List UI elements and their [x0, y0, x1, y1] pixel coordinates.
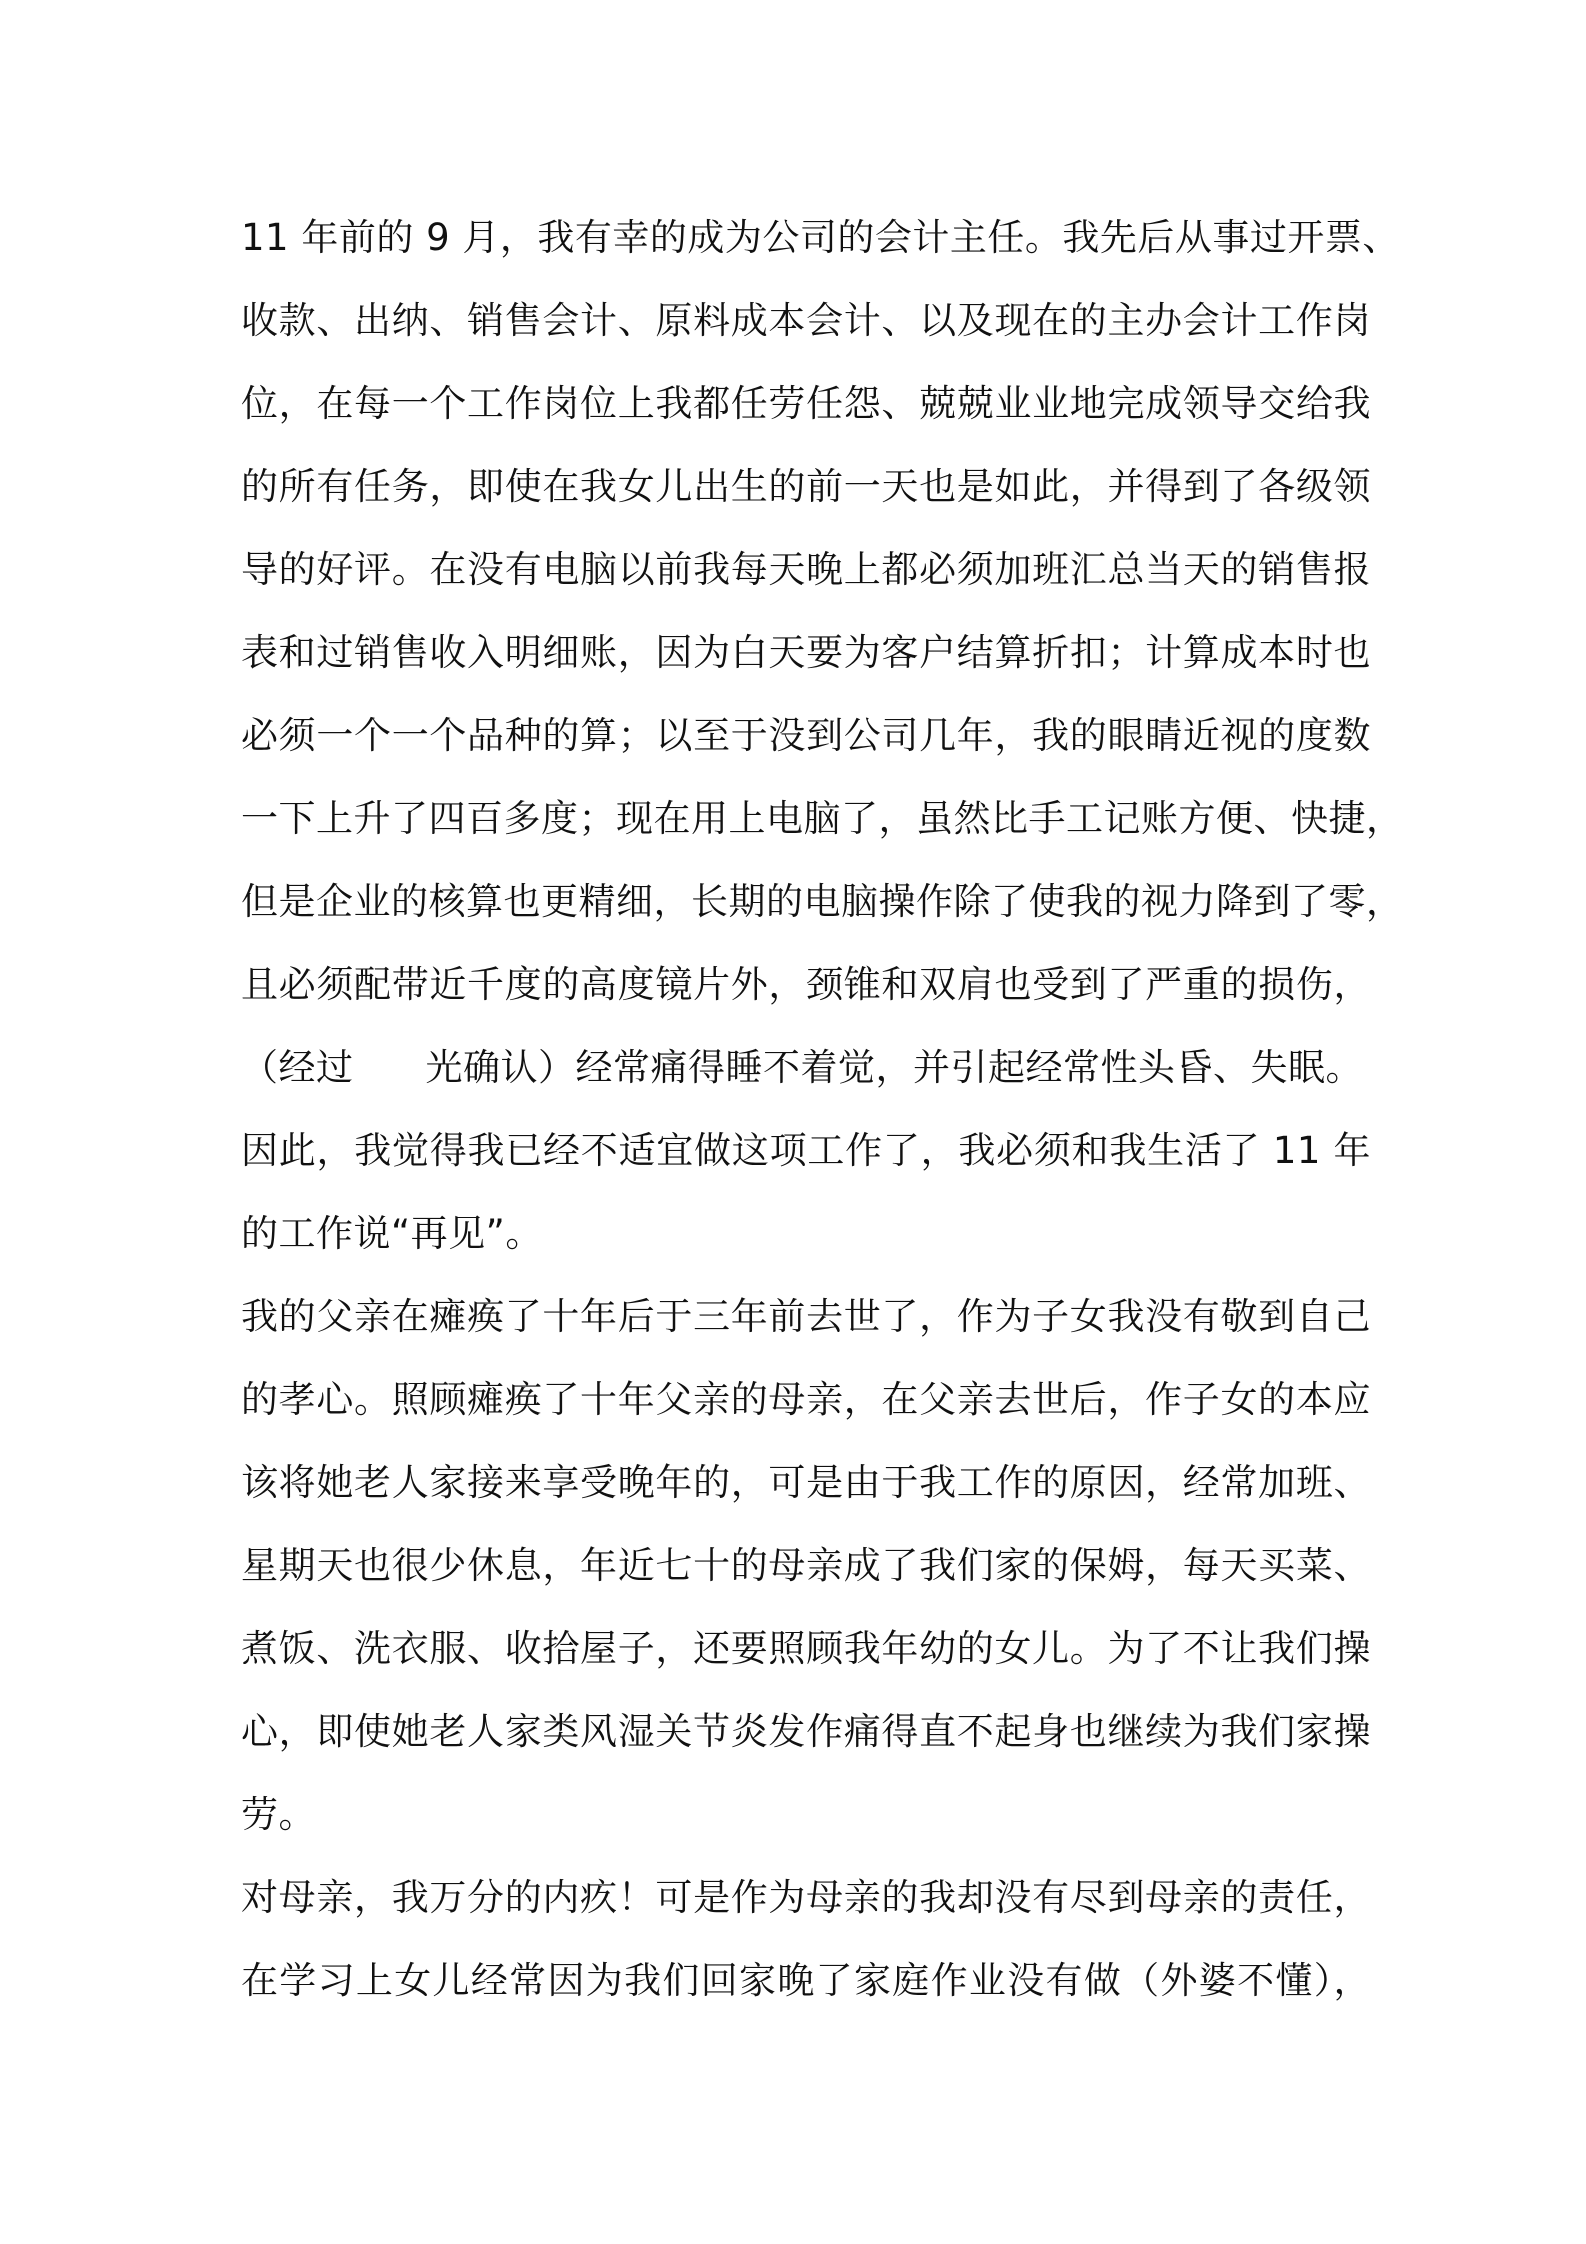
text-line: 的所有任务，即使在我女儿出生的前一天也是如此，并得到了各级领 [241, 465, 1371, 508]
text-line: 但是企业的核算也更精细，长期的电脑操作除了使我的视力降到了零， [241, 880, 1404, 923]
text-line: 必须一个一个品种的算；以至于没到公司几年，我的眼睛近视的度数 [241, 714, 1371, 757]
text-segment: （经过 [241, 1046, 354, 1089]
text-line: 因此，我觉得我已经不适宜做这项工作了，我必须和我生活了 11 年 [241, 1129, 1371, 1172]
text-line: 心，即使她老人家类风湿关节炎发作痛得直不起身也继续为我们家操 [241, 1710, 1371, 1753]
text-line: 导的好评。在没有电脑以前我每天晚上都必须加班汇总当天的销售报 [241, 548, 1371, 591]
text-line: 在学习上女儿经常因为我们回家晚了家庭作业没有做（外婆不懂）， [241, 1959, 1371, 2002]
document-body [241, 196, 1404, 2022]
text-line: 的孝心。照顾瘫痪了十年父亲的母亲，在父亲去世后，作子女的本应 [241, 1378, 1371, 1421]
text-line: 星期天也很少休息，年近七十的母亲成了我们家的保姆，每天买菜、 [241, 1544, 1371, 1587]
text-line: 我的父亲在瘫痪了十年后于三年前去世了，作为子女我没有敬到自己 [241, 1295, 1371, 1338]
text-line: 位，在每一个工作岗位上我都任劳任怨、兢兢业业地完成领导交给我 [241, 382, 1371, 425]
text-line: 劳。 [241, 1793, 316, 1836]
text-line: 11 年前的 9 月，我有幸的成为公司的会计主任。我先后从事过开票、 [241, 216, 1400, 259]
text-line: 的工作说“再见”。 [241, 1212, 543, 1255]
text-line: 煮饭、洗衣服、收拾屋子，还要照顾我年幼的女儿。为了不让我们操 [241, 1627, 1371, 1670]
text-segment: 光确认）经常痛得睡不着觉，并引起经常性头昏、失眠。 [425, 1046, 1363, 1089]
text-line: 该将她老人家接来享受晚年的，可是由于我工作的原因，经常加班、 [241, 1461, 1371, 1504]
text-line: 表和过销售收入明细账，因为白天要为客户结算折扣；计算成本时也 [241, 631, 1371, 674]
text-line: 对母亲，我万分的内疚！可是作为母亲的我却没有尽到母亲的责任， [241, 1876, 1371, 1919]
text-line: 收款、出纳、销售会计、原料成本会计、以及现在的主办会计工作岗 [241, 299, 1371, 342]
text-line: 一下上升了四百多度；现在用上电脑了，虽然比手工记账方便、快捷， [241, 797, 1404, 840]
text-line: 且必须配带近千度的高度镜片外，颈锥和双肩也受到了严重的损伤， [241, 963, 1371, 1006]
text-line-with-gap [241, 1026, 1371, 1109]
